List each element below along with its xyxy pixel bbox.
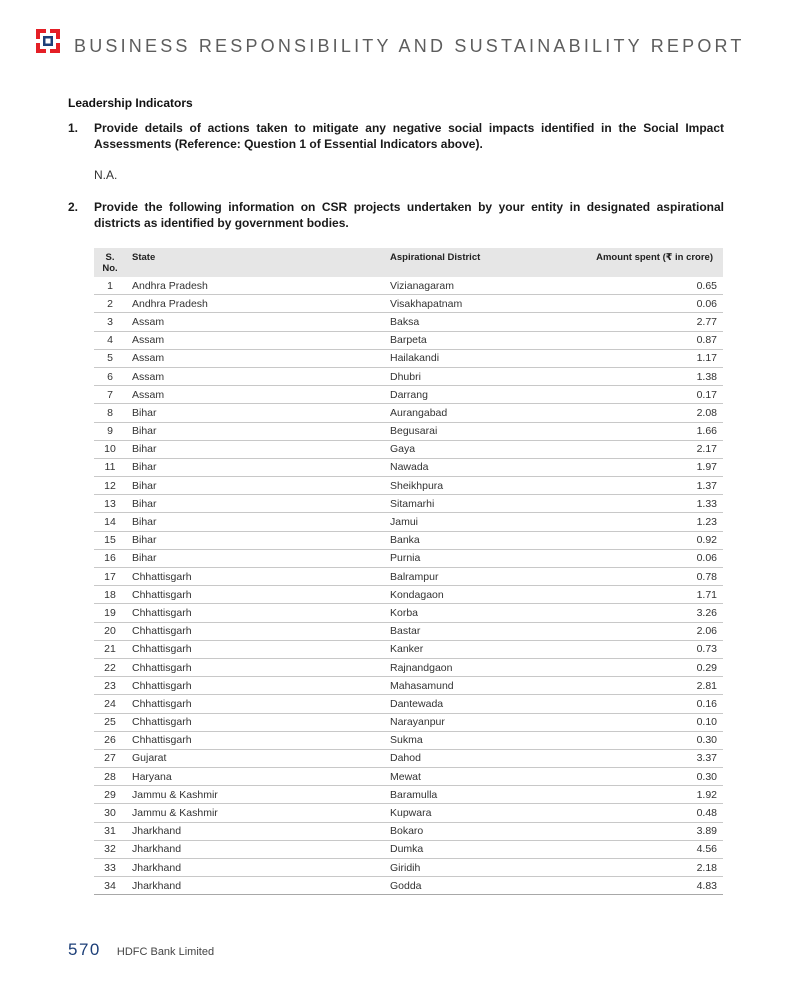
cell-amount: 0.06 <box>556 549 723 567</box>
cell-district: Sheikhpura <box>384 477 556 495</box>
table-row <box>94 658 723 676</box>
cell-state: Bihar <box>126 531 384 549</box>
cell-amount: 0.06 <box>556 295 723 313</box>
cell-sno: 15 <box>94 531 126 549</box>
cell-state: Bihar <box>126 549 384 567</box>
cell-sno: 30 <box>94 804 126 822</box>
section-heading: Leadership Indicators <box>68 96 193 110</box>
cell-sno: 5 <box>94 349 126 367</box>
cell-amount: 0.78 <box>556 568 723 586</box>
cell-state: Chhattisgarh <box>126 640 384 658</box>
table-row <box>94 877 723 895</box>
cell-state: Assam <box>126 331 384 349</box>
cell-district: Balrampur <box>384 568 556 586</box>
table-row <box>94 713 723 731</box>
cell-district: Dahod <box>384 749 556 767</box>
cell-sno: 32 <box>94 840 126 858</box>
cell-sno: 25 <box>94 713 126 731</box>
cell-district: Jamui <box>384 513 556 531</box>
cell-state: Jharkhand <box>126 877 384 895</box>
cell-state: Chhattisgarh <box>126 713 384 731</box>
cell-amount: 1.66 <box>556 422 723 440</box>
question-2-number: 2. <box>68 200 79 214</box>
cell-state: Assam <box>126 367 384 385</box>
cell-sno: 26 <box>94 731 126 749</box>
cell-district: Bastar <box>384 622 556 640</box>
table-row <box>94 531 723 549</box>
cell-amount: 0.73 <box>556 640 723 658</box>
cell-district: Sukma <box>384 731 556 749</box>
table-row <box>94 859 723 877</box>
cell-district: Dumka <box>384 840 556 858</box>
cell-amount: 2.77 <box>556 313 723 331</box>
cell-state: Jammu & Kashmir <box>126 786 384 804</box>
cell-amount: 4.83 <box>556 877 723 895</box>
cell-amount: 3.26 <box>556 604 723 622</box>
cell-amount: 2.18 <box>556 859 723 877</box>
cell-sno: 3 <box>94 313 126 331</box>
cell-state: Bihar <box>126 495 384 513</box>
cell-sno: 1 <box>94 277 126 295</box>
cell-state: Andhra Pradesh <box>126 295 384 313</box>
cell-amount: 1.38 <box>556 367 723 385</box>
cell-amount: 3.37 <box>556 749 723 767</box>
table-row <box>94 749 723 767</box>
cell-sno: 21 <box>94 640 126 658</box>
cell-district: Sitamarhi <box>384 495 556 513</box>
cell-amount: 0.30 <box>556 731 723 749</box>
cell-state: Bihar <box>126 422 384 440</box>
cell-district: Begusarai <box>384 422 556 440</box>
cell-amount: 0.48 <box>556 804 723 822</box>
cell-state: Jharkhand <box>126 822 384 840</box>
cell-sno: 28 <box>94 768 126 786</box>
cell-state: Assam <box>126 386 384 404</box>
cell-amount: 2.08 <box>556 404 723 422</box>
cell-district: Rajnandgaon <box>384 658 556 676</box>
cell-amount: 1.17 <box>556 349 723 367</box>
cell-district: Dhubri <box>384 367 556 385</box>
cell-sno: 31 <box>94 822 126 840</box>
question-1-answer: N.A. <box>94 168 118 182</box>
cell-district: Barpeta <box>384 331 556 349</box>
table-row <box>94 277 723 295</box>
table-row <box>94 822 723 840</box>
header-sno: S. No. <box>94 248 126 277</box>
cell-district: Dantewada <box>384 695 556 713</box>
table-row <box>94 477 723 495</box>
question-1-text: Provide details of actions taken to mitigate any negative social impacts identified in the Social Impact Assessments (Reference: Question 1 of Essential Indicators above). <box>94 121 724 151</box>
cell-district: Giridih <box>384 859 556 877</box>
table-row <box>94 313 723 331</box>
cell-sno: 4 <box>94 331 126 349</box>
cell-district: Kondagaon <box>384 586 556 604</box>
cell-district: Visakhapatnam <box>384 295 556 313</box>
cell-state: Bihar <box>126 440 384 458</box>
table-row <box>94 386 723 404</box>
table-row <box>94 677 723 695</box>
cell-amount: 0.10 <box>556 713 723 731</box>
table-row <box>94 367 723 385</box>
question-1 <box>68 120 724 152</box>
cell-amount: 0.16 <box>556 695 723 713</box>
table-row <box>94 768 723 786</box>
cell-state: Chhattisgarh <box>126 677 384 695</box>
table-row <box>94 731 723 749</box>
table-row <box>94 840 723 858</box>
cell-sno: 16 <box>94 549 126 567</box>
table-row <box>94 331 723 349</box>
cell-sno: 18 <box>94 586 126 604</box>
table-row <box>94 568 723 586</box>
cell-amount: 0.29 <box>556 658 723 676</box>
cell-state: Bihar <box>126 404 384 422</box>
cell-district: Kupwara <box>384 804 556 822</box>
cell-state: Chhattisgarh <box>126 568 384 586</box>
cell-state: Chhattisgarh <box>126 586 384 604</box>
question-2-text: Provide the following information on CSR projects undertaken by your entity in designated aspirational districts as identified by government bodies. <box>94 200 724 230</box>
question-2 <box>68 199 724 231</box>
cell-amount: 4.56 <box>556 840 723 858</box>
cell-district: Purnia <box>384 549 556 567</box>
report-title: BUSINESS RESPONSIBILITY AND SUSTAINABILITY REPORT <box>74 36 745 56</box>
header-district: Aspirational District <box>384 248 556 277</box>
cell-amount: 0.17 <box>556 386 723 404</box>
cell-amount: 1.33 <box>556 495 723 513</box>
cell-district: Darrang <box>384 386 556 404</box>
table-row <box>94 513 723 531</box>
cell-district: Banka <box>384 531 556 549</box>
cell-amount: 1.71 <box>556 586 723 604</box>
cell-district: Mewat <box>384 768 556 786</box>
cell-state: Haryana <box>126 768 384 786</box>
header-state: State <box>126 248 384 277</box>
page-footer <box>68 940 214 960</box>
table-row <box>94 604 723 622</box>
page-number: 570 <box>68 940 101 959</box>
table-row <box>94 458 723 476</box>
cell-state: Jharkhand <box>126 840 384 858</box>
cell-state: Assam <box>126 313 384 331</box>
cell-sno: 13 <box>94 495 126 513</box>
table-row <box>94 404 723 422</box>
cell-sno: 23 <box>94 677 126 695</box>
cell-sno: 19 <box>94 604 126 622</box>
cell-state: Chhattisgarh <box>126 622 384 640</box>
table-row <box>94 786 723 804</box>
cell-state: Bihar <box>126 477 384 495</box>
cell-district: Gaya <box>384 440 556 458</box>
cell-sno: 29 <box>94 786 126 804</box>
cell-amount: 2.81 <box>556 677 723 695</box>
csr-districts-table <box>94 248 723 895</box>
cell-sno: 12 <box>94 477 126 495</box>
table-row <box>94 422 723 440</box>
cell-state: Assam <box>126 349 384 367</box>
cell-amount: 0.92 <box>556 531 723 549</box>
cell-sno: 24 <box>94 695 126 713</box>
company-name: HDFC Bank Limited <box>116 946 215 958</box>
cell-sno: 2 <box>94 295 126 313</box>
cell-amount: 3.89 <box>556 822 723 840</box>
cell-amount: 0.87 <box>556 331 723 349</box>
cell-district: Baramulla <box>384 786 556 804</box>
cell-state: Bihar <box>126 513 384 531</box>
table-row <box>94 349 723 367</box>
table-row <box>94 695 723 713</box>
cell-amount: 1.97 <box>556 458 723 476</box>
cell-district: Baksa <box>384 313 556 331</box>
cell-state: Chhattisgarh <box>126 731 384 749</box>
table-row <box>94 549 723 567</box>
cell-district: Nawada <box>384 458 556 476</box>
cell-sno: 27 <box>94 749 126 767</box>
cell-amount: 0.30 <box>556 768 723 786</box>
cell-sno: 7 <box>94 386 126 404</box>
table-row <box>94 804 723 822</box>
table-row <box>94 622 723 640</box>
cell-state: Gujarat <box>126 749 384 767</box>
cell-district: Vizianagaram <box>384 277 556 295</box>
cell-state: Andhra Pradesh <box>126 277 384 295</box>
cell-sno: 34 <box>94 877 126 895</box>
cell-state: Jammu & Kashmir <box>126 804 384 822</box>
cell-sno: 22 <box>94 658 126 676</box>
cell-district: Narayanpur <box>384 713 556 731</box>
cell-district: Bokaro <box>384 822 556 840</box>
cell-district: Kanker <box>384 640 556 658</box>
table-body <box>94 277 723 895</box>
cell-sno: 10 <box>94 440 126 458</box>
table-row <box>94 640 723 658</box>
cell-sno: 14 <box>94 513 126 531</box>
cell-amount: 1.23 <box>556 513 723 531</box>
cell-state: Chhattisgarh <box>126 658 384 676</box>
table-row <box>94 440 723 458</box>
cell-sno: 9 <box>94 422 126 440</box>
cell-sno: 17 <box>94 568 126 586</box>
cell-district: Mahasamund <box>384 677 556 695</box>
cell-state: Chhattisgarh <box>126 604 384 622</box>
cell-amount: 2.06 <box>556 622 723 640</box>
cell-state: Chhattisgarh <box>126 695 384 713</box>
cell-sno: 11 <box>94 458 126 476</box>
cell-state: Jharkhand <box>126 859 384 877</box>
cell-state: Bihar <box>126 458 384 476</box>
header-amount: Amount spent (₹ in crore) <box>556 248 723 277</box>
cell-district: Godda <box>384 877 556 895</box>
hdfc-logo-icon <box>36 29 60 53</box>
cell-sno: 20 <box>94 622 126 640</box>
cell-amount: 2.17 <box>556 440 723 458</box>
table-row <box>94 295 723 313</box>
cell-district: Korba <box>384 604 556 622</box>
table-row <box>94 495 723 513</box>
cell-sno: 6 <box>94 367 126 385</box>
table-header-row <box>94 248 723 277</box>
cell-amount: 1.37 <box>556 477 723 495</box>
cell-amount: 1.92 <box>556 786 723 804</box>
cell-district: Aurangabad <box>384 404 556 422</box>
cell-sno: 33 <box>94 859 126 877</box>
table-row <box>94 586 723 604</box>
question-1-number: 1. <box>68 121 79 135</box>
cell-amount: 0.65 <box>556 277 723 295</box>
cell-sno: 8 <box>94 404 126 422</box>
cell-district: Hailakandi <box>384 349 556 367</box>
